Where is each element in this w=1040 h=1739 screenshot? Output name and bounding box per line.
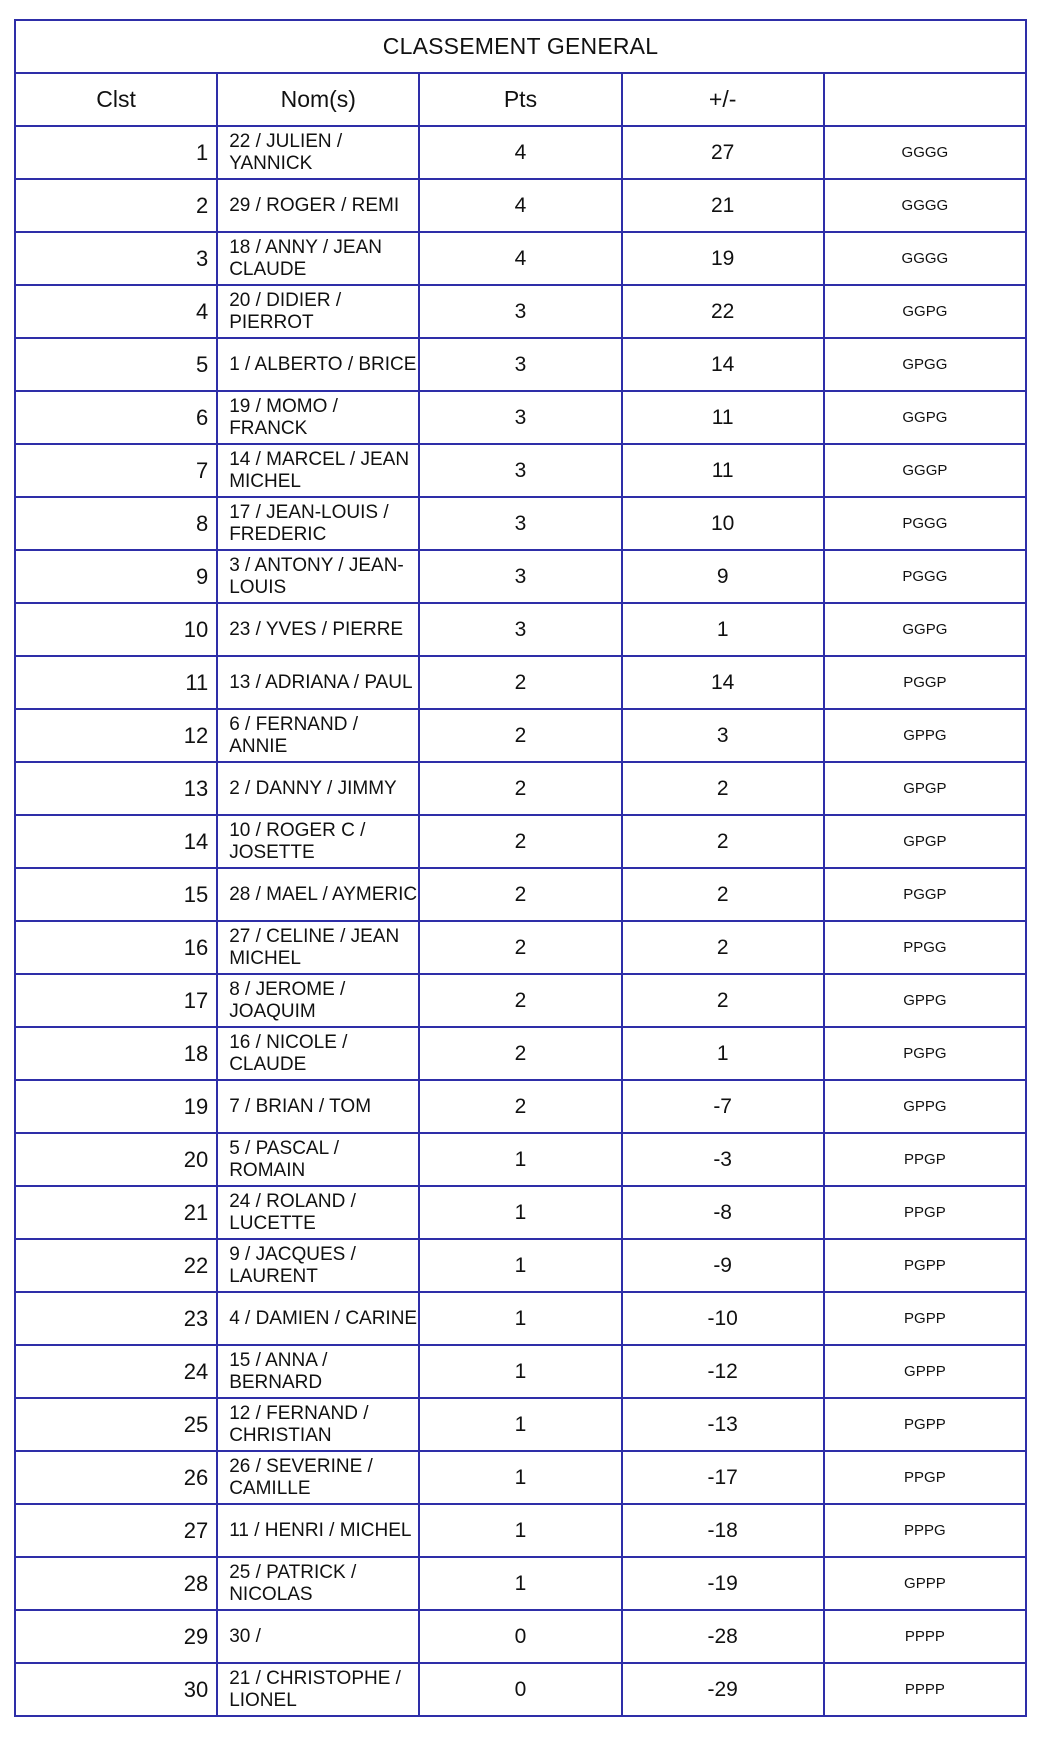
form-cell: GGGG	[824, 179, 1026, 232]
diff-cell: -10	[622, 1292, 824, 1345]
form-cell: PGPP	[824, 1398, 1026, 1451]
diff-cell: 1	[622, 1027, 824, 1080]
table-row	[15, 1133, 1026, 1186]
diff-cell: 21	[622, 179, 824, 232]
rank-cell: 8	[15, 497, 217, 550]
table-row	[15, 1504, 1026, 1557]
diff-cell: 2	[622, 921, 824, 974]
diff-cell: 22	[622, 285, 824, 338]
rank-cell: 4	[15, 285, 217, 338]
names-cell: 1 / ALBERTO / BRICE	[217, 338, 419, 391]
form-cell: PPGP	[824, 1451, 1026, 1504]
points-cell: 2	[419, 1027, 621, 1080]
names-cell: 29 / ROGER / REMI	[217, 179, 419, 232]
rank-cell: 5	[15, 338, 217, 391]
table-row	[15, 391, 1026, 444]
points-cell: 2	[419, 709, 621, 762]
table-row	[15, 1345, 1026, 1398]
points-cell: 4	[419, 179, 621, 232]
names-cell: 4 / DAMIEN / CARINE	[217, 1292, 419, 1345]
rank-cell: 29	[15, 1610, 217, 1663]
points-cell: 1	[419, 1504, 621, 1557]
table-row	[15, 444, 1026, 497]
diff-cell: -7	[622, 1080, 824, 1133]
diff-cell: 3	[622, 709, 824, 762]
rank-cell: 13	[15, 762, 217, 815]
diff-cell: 10	[622, 497, 824, 550]
diff-cell: 2	[622, 974, 824, 1027]
header-form	[824, 73, 1026, 126]
form-cell: GGGG	[824, 126, 1026, 179]
rank-cell: 18	[15, 1027, 217, 1080]
table-row	[15, 815, 1026, 868]
names-cell: 30 /	[217, 1610, 419, 1663]
form-cell: PPPP	[824, 1610, 1026, 1663]
table-row	[15, 1080, 1026, 1133]
points-cell: 2	[419, 656, 621, 709]
table-row	[15, 762, 1026, 815]
rank-cell: 6	[15, 391, 217, 444]
points-cell: 3	[419, 444, 621, 497]
form-cell: GGGG	[824, 232, 1026, 285]
points-cell: 2	[419, 921, 621, 974]
form-cell: PGGG	[824, 550, 1026, 603]
diff-cell: 27	[622, 126, 824, 179]
form-cell: PPGG	[824, 921, 1026, 974]
names-cell: 16 / NICOLE / CLAUDE	[217, 1027, 419, 1080]
points-cell: 1	[419, 1239, 621, 1292]
diff-cell: 1	[622, 603, 824, 656]
rank-cell: 11	[15, 656, 217, 709]
header-points: Pts	[419, 73, 621, 126]
table-row	[15, 1027, 1026, 1080]
diff-cell: -9	[622, 1239, 824, 1292]
names-cell: 11 / HENRI / MICHEL	[217, 1504, 419, 1557]
rank-cell: 10	[15, 603, 217, 656]
names-cell: 14 / MARCEL / JEAN MICHEL	[217, 444, 419, 497]
table-title: CLASSEMENT GENERAL	[15, 20, 1026, 73]
names-cell: 22 / JULIEN / YANNICK	[217, 126, 419, 179]
form-cell: PGGG	[824, 497, 1026, 550]
form-cell: PGGP	[824, 656, 1026, 709]
diff-cell: -8	[622, 1186, 824, 1239]
names-cell: 21 / CHRISTOPHE / LIONEL	[217, 1663, 419, 1716]
points-cell: 0	[419, 1610, 621, 1663]
names-cell: 26 / SEVERINE / CAMILLE	[217, 1451, 419, 1504]
table-header-row	[15, 73, 1026, 126]
form-cell: PPGP	[824, 1186, 1026, 1239]
rank-cell: 27	[15, 1504, 217, 1557]
table-row	[15, 179, 1026, 232]
diff-cell: -18	[622, 1504, 824, 1557]
rank-cell: 23	[15, 1292, 217, 1345]
header-names: Nom(s)	[217, 73, 419, 126]
table-row	[15, 497, 1026, 550]
names-cell: 3 / ANTONY / JEAN-LOUIS	[217, 550, 419, 603]
table-row	[15, 550, 1026, 603]
points-cell: 3	[419, 497, 621, 550]
diff-cell: 14	[622, 656, 824, 709]
table-row	[15, 1557, 1026, 1610]
points-cell: 0	[419, 1663, 621, 1716]
names-cell: 24 / ROLAND / LUCETTE	[217, 1186, 419, 1239]
names-cell: 20 / DIDIER / PIERROT	[217, 285, 419, 338]
points-cell: 2	[419, 974, 621, 1027]
rank-cell: 19	[15, 1080, 217, 1133]
table-row	[15, 232, 1026, 285]
form-cell: GGPG	[824, 603, 1026, 656]
diff-cell: -17	[622, 1451, 824, 1504]
form-cell: GPPP	[824, 1345, 1026, 1398]
names-cell: 6 / FERNAND / ANNIE	[217, 709, 419, 762]
diff-cell: 11	[622, 391, 824, 444]
form-cell: PPPP	[824, 1663, 1026, 1716]
table-row	[15, 338, 1026, 391]
names-cell: 18 / ANNY / JEAN CLAUDE	[217, 232, 419, 285]
rank-cell: 16	[15, 921, 217, 974]
points-cell: 3	[419, 285, 621, 338]
header-rank: Clst	[15, 73, 217, 126]
table-row	[15, 1451, 1026, 1504]
rank-cell: 24	[15, 1345, 217, 1398]
form-cell: GPPG	[824, 1080, 1026, 1133]
points-cell: 1	[419, 1557, 621, 1610]
diff-cell: 19	[622, 232, 824, 285]
table-row	[15, 1186, 1026, 1239]
points-cell: 3	[419, 550, 621, 603]
points-cell: 2	[419, 762, 621, 815]
names-cell: 2 / DANNY / JIMMY	[217, 762, 419, 815]
names-cell: 10 / ROGER C / JOSETTE	[217, 815, 419, 868]
rank-cell: 20	[15, 1133, 217, 1186]
points-cell: 1	[419, 1133, 621, 1186]
points-cell: 2	[419, 815, 621, 868]
points-cell: 3	[419, 338, 621, 391]
points-cell: 2	[419, 868, 621, 921]
points-cell: 1	[419, 1186, 621, 1239]
points-cell: 4	[419, 126, 621, 179]
rank-cell: 30	[15, 1663, 217, 1716]
form-cell: PGGP	[824, 868, 1026, 921]
diff-cell: 2	[622, 868, 824, 921]
rank-cell: 12	[15, 709, 217, 762]
table-row	[15, 1239, 1026, 1292]
points-cell: 3	[419, 391, 621, 444]
rank-cell: 1	[15, 126, 217, 179]
rank-cell: 28	[15, 1557, 217, 1610]
names-cell: 7 / BRIAN / TOM	[217, 1080, 419, 1133]
diff-cell: 2	[622, 762, 824, 815]
form-cell: GGGP	[824, 444, 1026, 497]
rank-cell: 21	[15, 1186, 217, 1239]
form-cell: PPPG	[824, 1504, 1026, 1557]
header-diff: +/-	[622, 73, 824, 126]
form-cell: PGPP	[824, 1292, 1026, 1345]
table-row	[15, 921, 1026, 974]
points-cell: 4	[419, 232, 621, 285]
table-row	[15, 1610, 1026, 1663]
diff-cell: -12	[622, 1345, 824, 1398]
diff-cell: -28	[622, 1610, 824, 1663]
names-cell: 19 / MOMO / FRANCK	[217, 391, 419, 444]
table-row	[15, 1292, 1026, 1345]
table-row	[15, 603, 1026, 656]
form-cell: GPPG	[824, 709, 1026, 762]
table-row	[15, 285, 1026, 338]
table-row	[15, 656, 1026, 709]
form-cell: PGPG	[824, 1027, 1026, 1080]
form-cell: GGPG	[824, 391, 1026, 444]
rank-cell: 7	[15, 444, 217, 497]
table-row	[15, 974, 1026, 1027]
diff-cell: -29	[622, 1663, 824, 1716]
rank-cell: 9	[15, 550, 217, 603]
diff-cell: 14	[622, 338, 824, 391]
names-cell: 8 / JEROME / JOAQUIM	[217, 974, 419, 1027]
form-cell: GPGG	[824, 338, 1026, 391]
names-cell: 27 / CELINE / JEAN MICHEL	[217, 921, 419, 974]
table-title-row	[15, 20, 1026, 73]
names-cell: 15 / ANNA / BERNARD	[217, 1345, 419, 1398]
form-cell: GPPP	[824, 1557, 1026, 1610]
table-row	[15, 126, 1026, 179]
names-cell: 13 / ADRIANA / PAUL	[217, 656, 419, 709]
form-cell: GPPG	[824, 974, 1026, 1027]
names-cell: 25 / PATRICK / NICOLAS	[217, 1557, 419, 1610]
table-row	[15, 868, 1026, 921]
names-cell: 28 / MAEL / AYMERIC	[217, 868, 419, 921]
names-cell: 12 / FERNAND / CHRISTIAN	[217, 1398, 419, 1451]
rank-cell: 14	[15, 815, 217, 868]
points-cell: 1	[419, 1398, 621, 1451]
rank-cell: 15	[15, 868, 217, 921]
points-cell: 1	[419, 1292, 621, 1345]
rank-cell: 26	[15, 1451, 217, 1504]
rank-cell: 2	[15, 179, 217, 232]
table-row	[15, 1663, 1026, 1716]
table-row	[15, 1398, 1026, 1451]
names-cell: 5 / PASCAL / ROMAIN	[217, 1133, 419, 1186]
names-cell: 9 / JACQUES / LAURENT	[217, 1239, 419, 1292]
points-cell: 1	[419, 1345, 621, 1398]
form-cell: GGPG	[824, 285, 1026, 338]
diff-cell: 9	[622, 550, 824, 603]
form-cell: GPGP	[824, 762, 1026, 815]
form-cell: GPGP	[824, 815, 1026, 868]
diff-cell: 11	[622, 444, 824, 497]
diff-cell: -13	[622, 1398, 824, 1451]
form-cell: PGPP	[824, 1239, 1026, 1292]
diff-cell: 2	[622, 815, 824, 868]
diff-cell: -19	[622, 1557, 824, 1610]
diff-cell: -3	[622, 1133, 824, 1186]
points-cell: 1	[419, 1451, 621, 1504]
rank-cell: 22	[15, 1239, 217, 1292]
standings-table	[14, 19, 1027, 1717]
names-cell: 17 / JEAN-LOUIS / FREDERIC	[217, 497, 419, 550]
form-cell: PPGP	[824, 1133, 1026, 1186]
points-cell: 2	[419, 1080, 621, 1133]
names-cell: 23 / YVES / PIERRE	[217, 603, 419, 656]
table-row	[15, 709, 1026, 762]
rank-cell: 3	[15, 232, 217, 285]
rank-cell: 17	[15, 974, 217, 1027]
rank-cell: 25	[15, 1398, 217, 1451]
points-cell: 3	[419, 603, 621, 656]
